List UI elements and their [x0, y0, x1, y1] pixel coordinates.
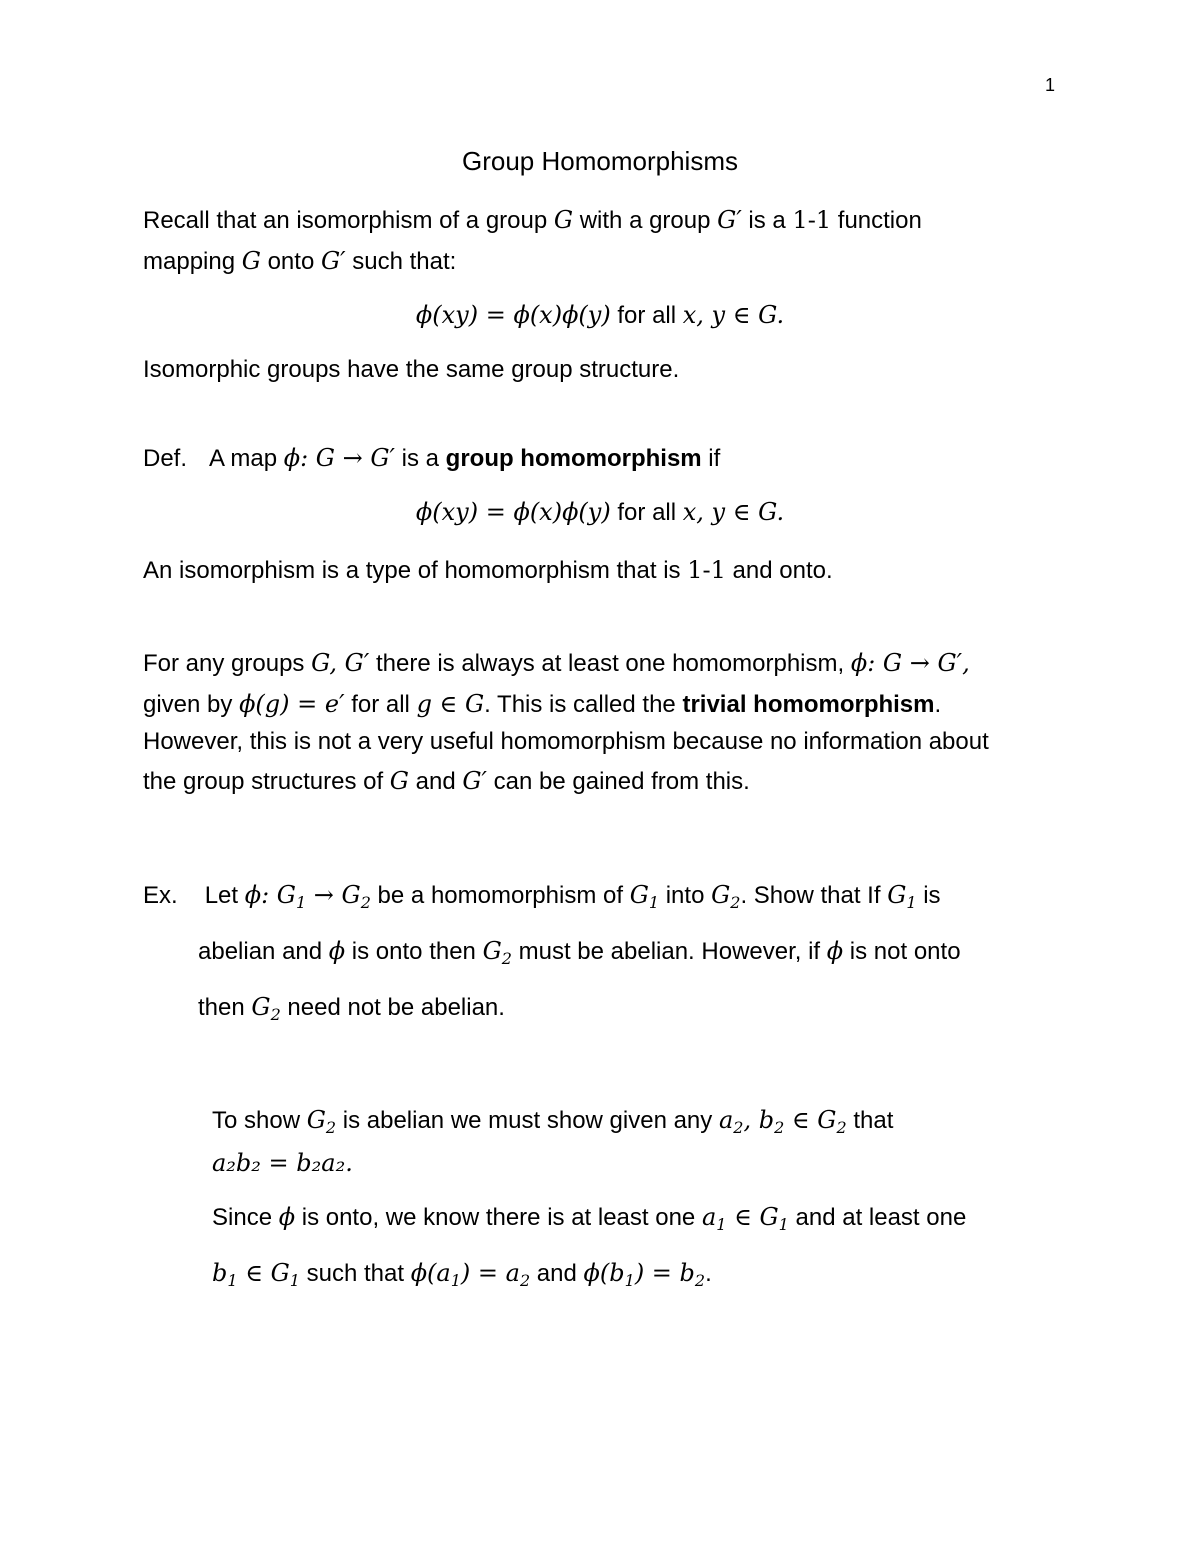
- math-formula: ϕ(xy) = ϕ(x)ϕ(y): [415, 498, 611, 526]
- math-G2: $G_2$: [306, 1106, 337, 1137]
- text: Recall that an isomorphism of a group: [143, 207, 554, 234]
- math-domain: g ∈ G: [416, 690, 485, 718]
- text: and: [408, 768, 463, 795]
- text: be a homomorphism of: [370, 882, 630, 909]
- math-G-prime: G′: [462, 767, 487, 795]
- math-rule: ϕ(g) = e′: [239, 690, 345, 718]
- math-G-prime: G′: [717, 206, 742, 234]
- math-G-prime: G′: [320, 247, 346, 275]
- math-phi: ϕ: [826, 937, 844, 965]
- math-G: G: [241, 247, 261, 275]
- math-a1-in-G1: $a_1$ ∈ $G_1$: [701, 1203, 789, 1234]
- math-G: G: [553, 206, 574, 234]
- text: . This is called the: [484, 691, 683, 718]
- text: can be gained from this.: [486, 768, 750, 795]
- text: .: [705, 1260, 712, 1287]
- proof-line-1: [212, 1105, 893, 1136]
- text: with a group: [573, 207, 718, 234]
- text: is a: [394, 445, 446, 472]
- term-trivial-homomorphism: trivial homomorphism: [682, 691, 935, 718]
- text: is onto, we know there is at least one: [295, 1204, 702, 1231]
- definition-line: [143, 443, 720, 474]
- def-label: Def.: [143, 445, 188, 472]
- trivial-line-1: [143, 648, 970, 679]
- math-G1: $G_1$: [887, 881, 917, 912]
- math-G: G: [389, 767, 409, 795]
- math-phi-b1: $\phi(b_1) = b_2$: [583, 1259, 706, 1290]
- math-map: ϕ: G → G′: [283, 444, 395, 472]
- text: .: [934, 691, 942, 718]
- text: is onto then: [345, 938, 483, 965]
- recall-line-2: [143, 246, 456, 277]
- proof-line-4: [212, 1258, 712, 1289]
- text: given by: [143, 691, 240, 718]
- math-groups: G, G′: [311, 649, 370, 677]
- math-one-to-one: 1-1: [687, 556, 726, 584]
- text: for all: [344, 691, 417, 718]
- example-label: Ex.: [143, 882, 178, 909]
- term-group-homomorphism: group homomorphism: [445, 445, 702, 472]
- text: mapping: [143, 248, 242, 275]
- text: function: [831, 207, 922, 234]
- recall-line-1: [143, 205, 922, 236]
- trivial-line-2: [143, 689, 941, 720]
- math-G2: $G_2$: [482, 937, 512, 968]
- example-line-3: [198, 992, 505, 1023]
- text: into: [659, 882, 712, 909]
- page-title: Group Homomorphisms: [462, 146, 738, 176]
- math-elements: $a_2$, $b_2$ ∈ $G_2$: [718, 1106, 847, 1137]
- math-phi-a1: $\phi(a_1) = a_2$: [410, 1259, 531, 1290]
- example-line-1: [143, 880, 941, 911]
- text: then: [198, 994, 252, 1021]
- math-G1: $G_1$: [629, 881, 660, 912]
- text: for all: [610, 302, 683, 329]
- math-b1-in-G1: $b_1$ ∈ $G_1$: [212, 1259, 300, 1290]
- text: for all: [610, 499, 683, 526]
- text: such that: [299, 1260, 411, 1287]
- text: For any groups: [143, 650, 312, 677]
- text: . Show that If: [740, 882, 888, 909]
- math-formula: ϕ(xy) = ϕ(x)ϕ(y): [415, 301, 611, 329]
- math-one-to-one: 1-1: [792, 206, 832, 234]
- math-commutativity: a₂b₂ = b₂a₂.: [212, 1149, 353, 1177]
- homomorphism-formula-1: [0, 300, 1200, 331]
- text: Let: [204, 882, 245, 909]
- text: is: [916, 882, 941, 909]
- proof-line-3: [212, 1202, 966, 1233]
- text: that: [846, 1107, 894, 1134]
- math-G2: $G_2$: [251, 993, 281, 1024]
- text: and onto.: [725, 557, 833, 584]
- homomorphism-formula-2: [0, 497, 1200, 528]
- isomorphic-note: Isomorphic groups have the same group structure.: [143, 356, 680, 383]
- text: Since: [212, 1204, 279, 1231]
- text: is a: [741, 207, 793, 234]
- text: must be abelian. However, if: [511, 938, 827, 965]
- proof-line-2: [212, 1148, 353, 1179]
- page-number: 1: [1045, 75, 1056, 95]
- text: onto: [260, 248, 321, 275]
- text: abelian and: [198, 938, 329, 965]
- math-G2: $G_2$: [711, 881, 741, 912]
- math-domain: x, y ∈ G.: [682, 301, 785, 329]
- text: and at least one: [788, 1204, 967, 1231]
- text: An isomorphism is a type of homomorphism that is: [143, 557, 688, 584]
- text: To show: [212, 1107, 307, 1134]
- text: is abelian we must show given any: [336, 1107, 719, 1134]
- text: A map: [209, 445, 284, 472]
- text: and: [530, 1260, 584, 1287]
- math-phi: ϕ: [278, 1203, 296, 1231]
- text: there is always at least one homomorphism,: [369, 650, 851, 677]
- math-domain: x, y ∈ G.: [682, 498, 785, 526]
- text: need not be abelian.: [280, 994, 505, 1021]
- iso-type-line: [143, 555, 833, 586]
- example-line-2: [198, 936, 961, 967]
- trivial-line-4: [143, 766, 750, 797]
- text: if: [701, 445, 721, 472]
- math-map: ϕ: $G_1 \to G_2$: [244, 881, 371, 912]
- text: is not onto: [843, 938, 961, 965]
- math-map: ϕ: G → G′,: [850, 649, 970, 677]
- trivial-line-3: However, this is not a very useful homomorphism because no information about: [143, 728, 989, 755]
- math-phi: ϕ: [328, 937, 346, 965]
- text: the group structures of: [143, 768, 390, 795]
- text: such that:: [345, 248, 457, 275]
